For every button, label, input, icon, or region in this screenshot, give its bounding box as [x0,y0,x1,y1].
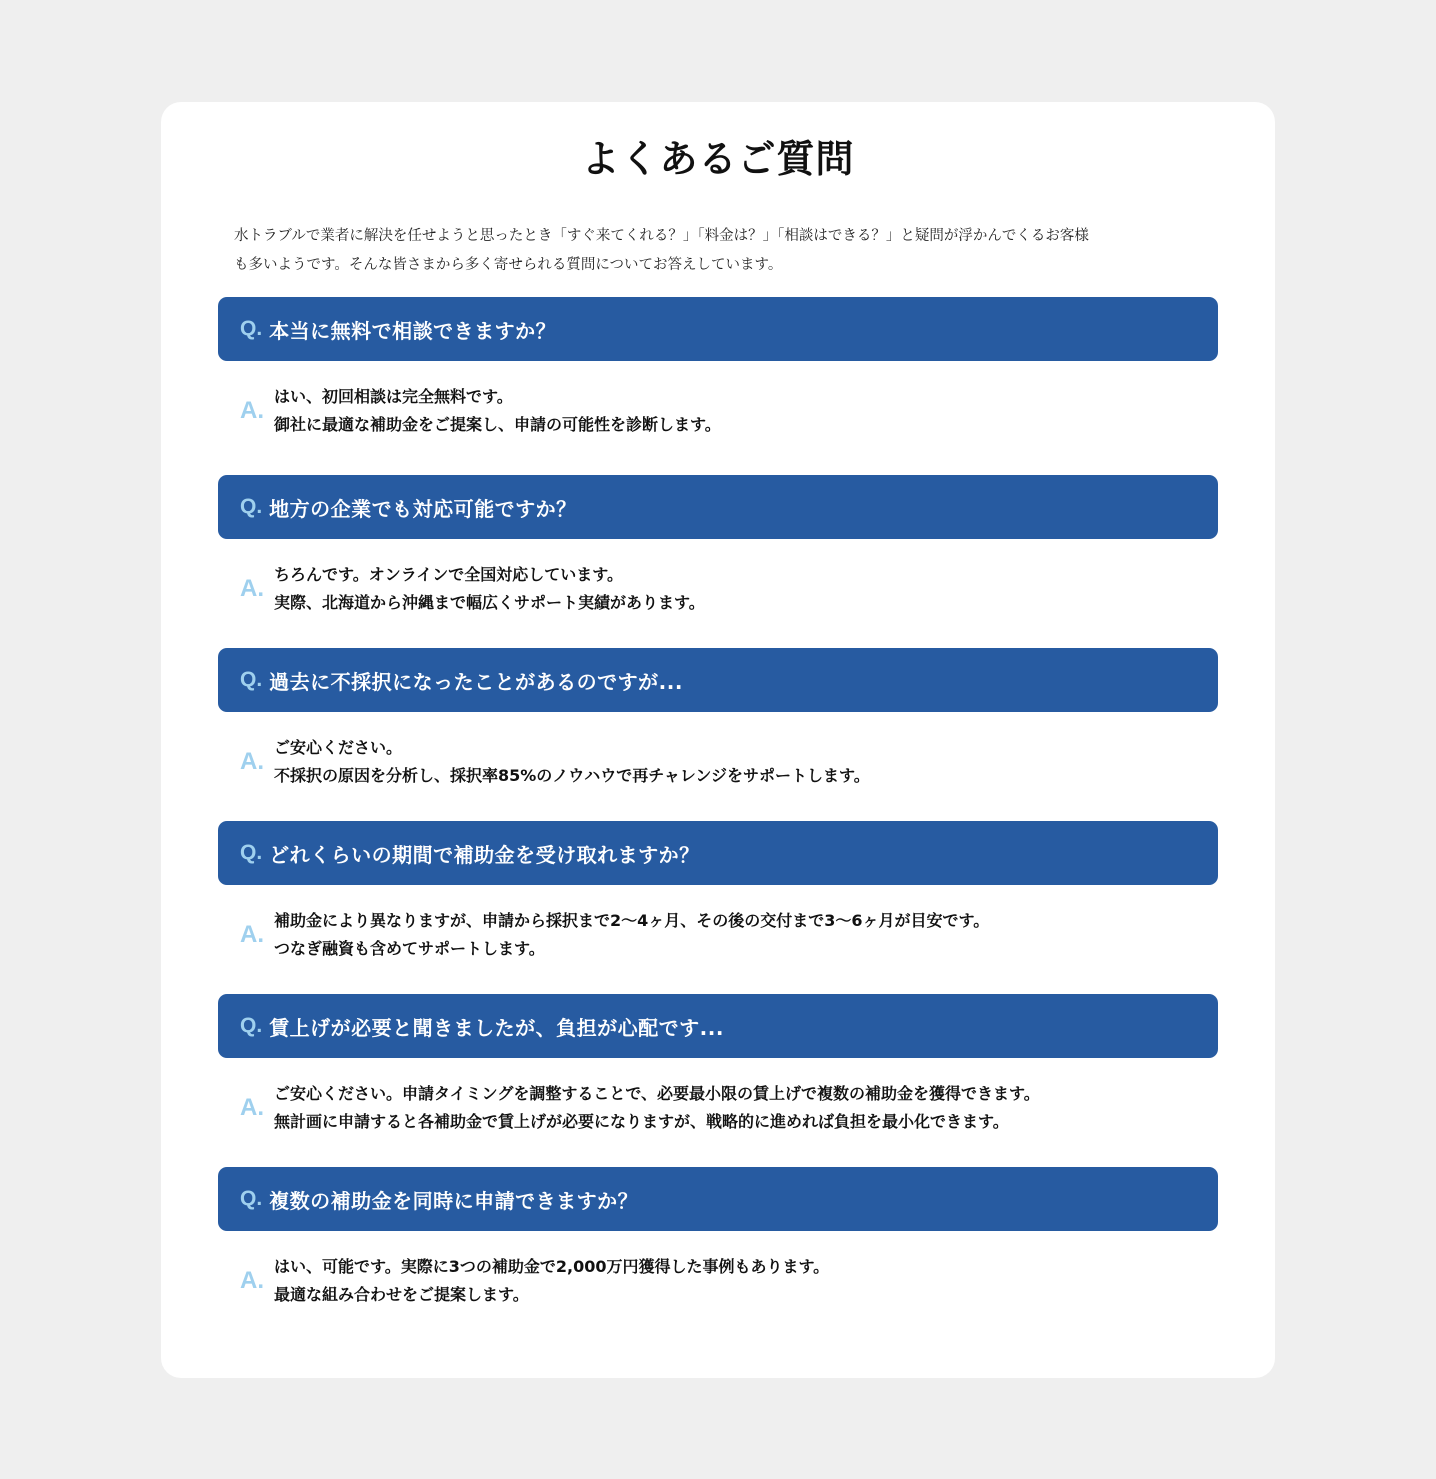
answer [240,557,705,621]
answer-lines [274,561,705,617]
answer-line: つなぎ融資も含めてサポートします。 [274,939,545,958]
answer-line: ちろんです。オンラインで全国対応しています。 [274,565,623,584]
faq-list [218,297,1218,1340]
question-mark: Q. [240,495,263,518]
question-bar[interactable] [218,821,1218,885]
question-mark: Q. [240,1187,263,1210]
intro-line: も多いようです。そんな皆さまから多く寄せられる質問についてお答えしています。 [234,257,783,273]
answer-line: 御社に最適な補助金をご提案し、申請の可能性を診断します。 [274,415,721,434]
answer [240,1076,1040,1140]
answer-mark: A. [240,921,264,948]
answer-lines [274,383,721,439]
question-bar[interactable] [218,1167,1218,1231]
answer-line: はい、可能です。実際に3つの補助金で2,000万円獲得した事例もあります。 [274,1257,830,1276]
question-text: どれくらいの期間で補助金を受け取れますか？ [269,842,700,867]
question-mark: Q. [240,668,263,691]
answer [240,730,870,794]
faq-item [218,475,1218,648]
question-bar[interactable] [218,994,1218,1058]
answer-mark: A. [240,1094,264,1121]
answer-line: 不採択の原因を分析し、採択率85%のノウハウで再チャレンジをサポートします。 [274,766,870,785]
faq-item [218,1167,1218,1340]
faq-item [218,648,1218,821]
answer-lines [274,1253,829,1309]
question-text: 地方の企業でも対応可能ですか？ [269,496,577,521]
answer-lines [274,907,989,963]
answer [240,903,989,967]
question-bar[interactable] [218,475,1218,539]
answer-mark: A. [240,1267,264,1294]
answer-lines [274,1080,1040,1136]
answer-line: はい、初回相談は完全無料です。 [274,387,513,406]
answer-line: 無計画に申請すると各補助金で賃上げが必要になりますが、戦略的に進めれば負担を最小化できます。 [274,1112,1009,1131]
answer-mark: A. [240,748,264,775]
answer-line: ご安心ください。 [274,738,403,757]
answer-line: ご安心ください。申請タイミングを調整することで、必要最小限の賃上げで複数の補助金を獲得できます。 [274,1084,1040,1103]
intro-line: 水トラブルで業者に解決を任せようと思ったとき「すぐ来てくれる？」「料金は？」「相談はできる？」と疑問が浮かんでくるお客様 [234,228,1089,244]
answer-line: 実際、北海道から沖縄まで幅広くサポート実績があります。 [274,593,705,612]
answer [240,379,721,443]
question-mark: Q. [240,1014,263,1037]
question-text: 本当に無料で相談できますか？ [269,318,557,343]
faq-item [218,994,1218,1167]
answer-mark: A. [240,575,264,602]
faq-item [218,297,1218,475]
question-mark: Q. [240,317,263,340]
question-text: 賃上げが必要と聞きましたが、負担が心配です... [269,1015,724,1040]
question-mark: Q. [240,841,263,864]
intro-text [234,222,1204,280]
answer-line: 最適な組み合わせをご提案します。 [274,1285,529,1304]
answer-line: 補助金により異なりますが、申請から採択まで2〜4ヶ月、その後の交付まで3〜6ヶ月が目安です。 [274,911,990,930]
answer [240,1249,829,1313]
answer-mark: A. [240,397,264,424]
question-text: 複数の補助金を同時に申請できますか？ [269,1188,639,1213]
question-text: 過去に不採択になったことがあるのですが... [269,669,683,694]
question-bar[interactable] [218,297,1218,361]
faq-card [161,102,1275,1378]
question-bar[interactable] [218,648,1218,712]
faq-item [218,821,1218,994]
page-title: よくあるご質問 [581,137,855,181]
answer-lines [274,734,870,790]
